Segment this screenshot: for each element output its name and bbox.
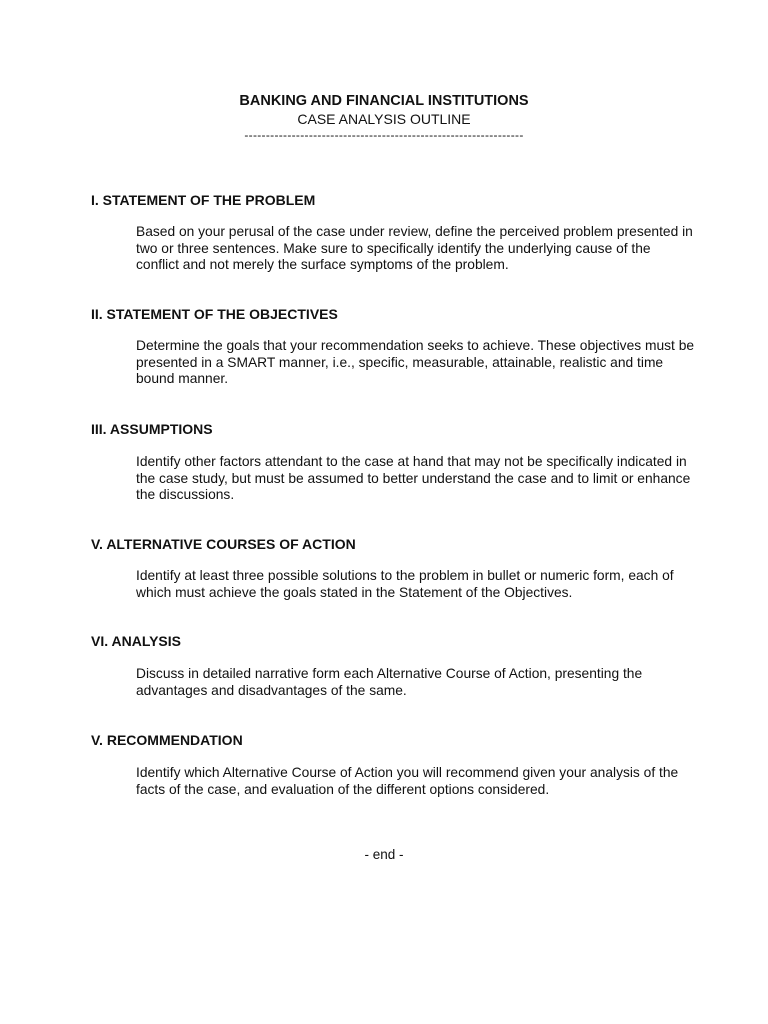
section-heading: I. STATEMENT OF THE PROBLEM — [91, 192, 316, 208]
section-body: Determine the goals that your recommendation seeks to achieve. These objectives must be presented in a SMART manner, i.e., specific, measurable, attainable, realistic and time bound manner. — [136, 338, 695, 386]
section-body: Identify which Alternative Course of Action you will recommend given your analysis of the facts of the case, and evaluation of the different options considered. — [136, 765, 679, 797]
section-body: Based on your perusal of the case under review, define the perceived problem presented in two or three sentences. Make sure to specifically identify the underlying cause of the conflict and not merely the surface symptoms of the problem. — [136, 224, 693, 272]
document-header — [0, 92, 768, 142]
section-body: Identify at least three possible solutions to the problem in bullet or numeric form, each of which must achieve the goals stated in the Statement of the Objectives. — [136, 568, 674, 600]
section-heading: V. ALTERNATIVE COURSES OF ACTION — [91, 536, 356, 552]
section-heading: II. STATEMENT OF THE OBJECTIVES — [91, 306, 338, 322]
document-subtitle: CASE ANALYSIS OUTLINE — [297, 111, 471, 127]
section-heading: VI. ANALYSIS — [91, 633, 181, 649]
section-heading: V. RECOMMENDATION — [91, 732, 243, 748]
header-rule: ----------------------------------------------------------------- — [244, 128, 524, 142]
section-body: Identify other factors attendant to the case at hand that may not be specifically indicated in the case study, but must be assumed to better understand the case and to limit or enhance the discussions. — [136, 454, 691, 502]
section-heading: III. ASSUMPTIONS — [91, 421, 213, 437]
document-title: BANKING AND FINANCIAL INSTITUTIONS — [239, 93, 529, 109]
section-body: Discuss in detailed narrative form each Alternative Course of Action, presenting the advantages and disadvantages of the same. — [136, 666, 643, 698]
document-end-marker: - end - — [364, 847, 404, 862]
